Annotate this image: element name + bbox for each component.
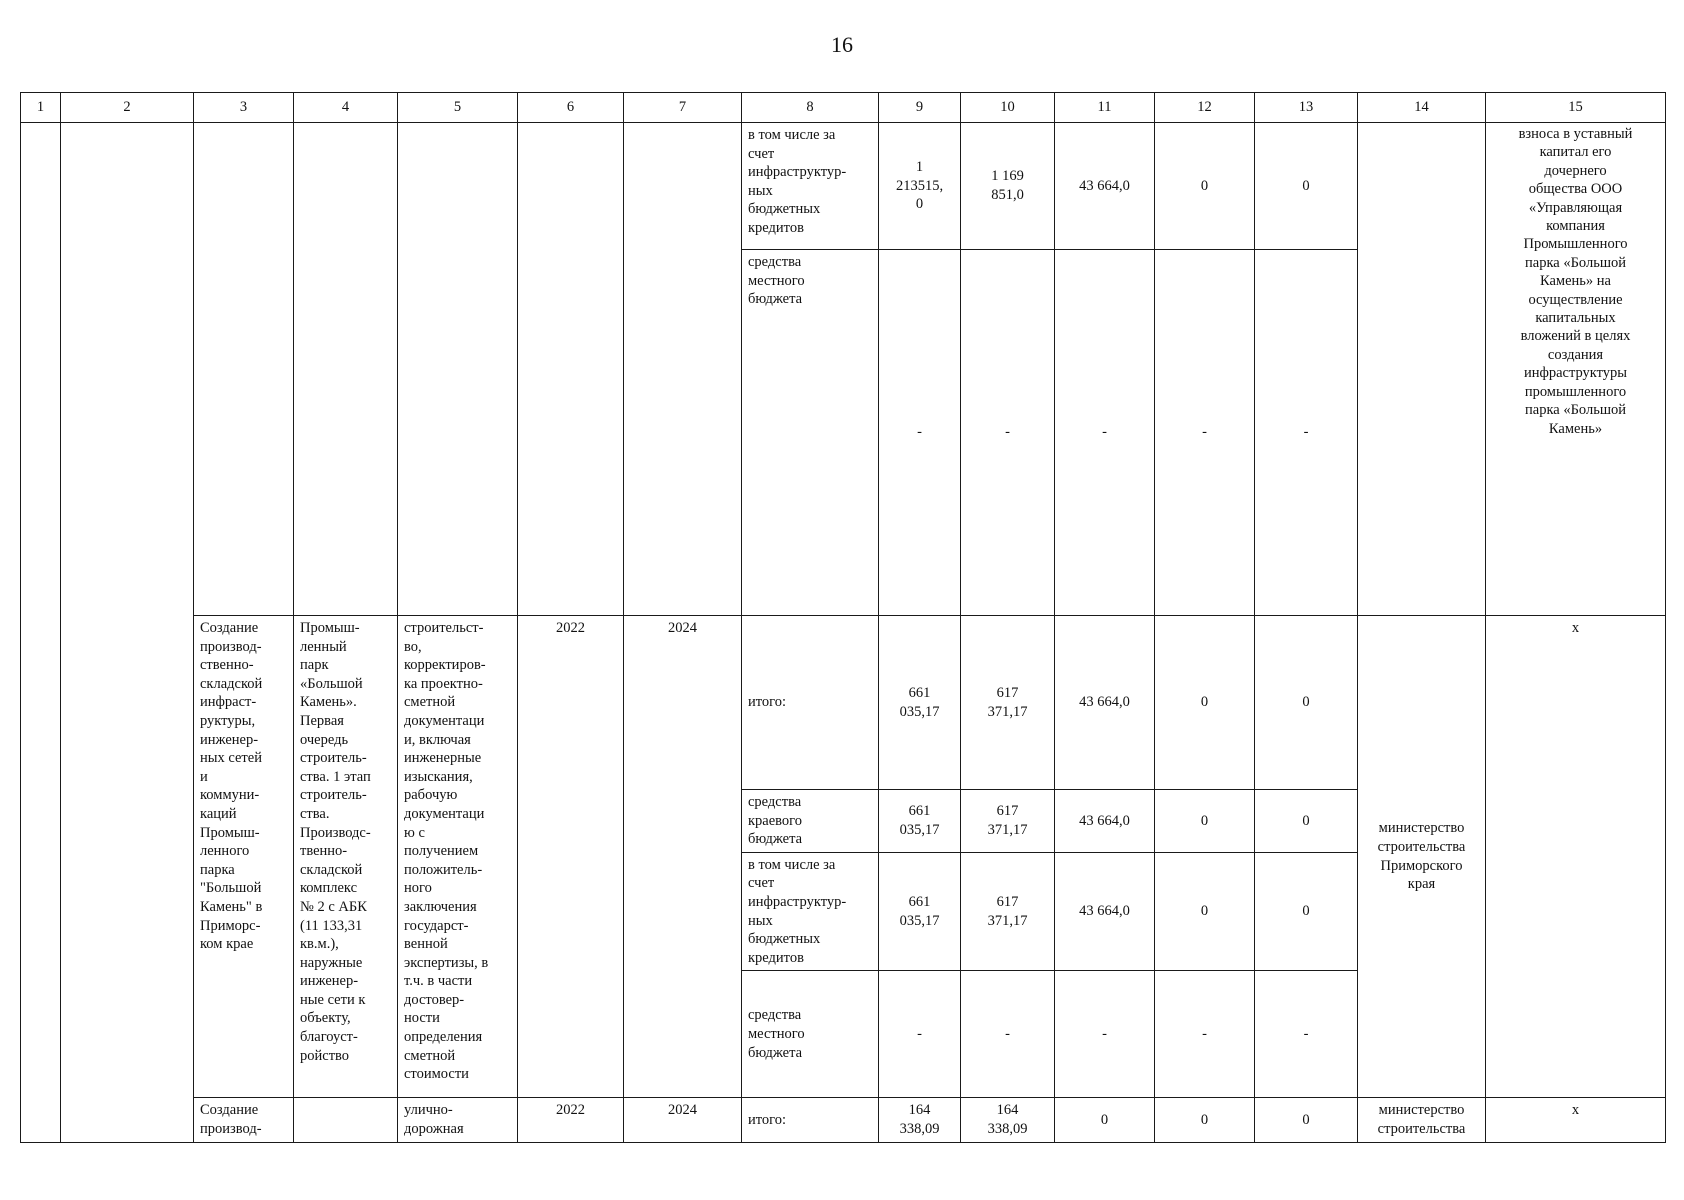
col-header-3: 3 (194, 93, 294, 123)
cell-col3 (194, 123, 294, 616)
cell-col5 (398, 123, 518, 616)
cell-col6 (518, 123, 624, 616)
value-col13: - (1255, 250, 1358, 616)
value-col12: 0 (1155, 1098, 1255, 1142)
column-number-row (21, 93, 1666, 123)
col-header-15: 15 (1486, 93, 1666, 123)
value-col13: 0 (1255, 852, 1358, 971)
col-header-7: 7 (624, 93, 742, 123)
col-header-14: 14 (1358, 93, 1486, 123)
row-label: средства краевого бюджета (742, 790, 879, 853)
object-name: Создание производ- (194, 1098, 294, 1142)
end-year: 2024 (624, 1098, 742, 1142)
col-header-6: 6 (518, 93, 624, 123)
row-label: в том числе за счет инфраструктур- ных бюджетных кредитов (742, 852, 879, 971)
table-row (21, 1098, 1666, 1142)
purpose-text: взноса в уставный капитал его дочернего общества ООО «Управляющая компания Промышленного парка «Большой Камень» на осуществление капитальных вложений в целях создания инфраструктуры промышленного парка «Большой Камень» (1486, 123, 1666, 616)
value-col12: 0 (1155, 852, 1255, 971)
row-label: в том числе за счет инфраструктур- ных бюджетных кредитов (742, 123, 879, 250)
cell-col4 (294, 123, 398, 616)
value-col13: 0 (1255, 123, 1358, 250)
purpose-text: х (1486, 1098, 1666, 1142)
col-header-9: 9 (879, 93, 961, 123)
value-col9: 661 035,17 (879, 852, 961, 971)
row-label: итого: (742, 1098, 879, 1142)
work-type: строительст- во, корректиров- ка проектно- сметной документаци и, включая инженерные изыскания, рабочую документаци ю с получением положитель- ного заключения государст- венной экспертизы, в т.ч. в части достовер- ности определения сметной стоимости (398, 616, 518, 1098)
value-col12: - (1155, 971, 1255, 1098)
value-col12: 0 (1155, 790, 1255, 853)
row-label: средства местного бюджета (742, 971, 879, 1098)
value-col13: - (1255, 971, 1358, 1098)
budget-table (20, 92, 1666, 1143)
value-col9: 1 213515, 0 (879, 123, 961, 250)
col-header-11: 11 (1055, 93, 1155, 123)
value-col11: - (1055, 250, 1155, 616)
col-header-5: 5 (398, 93, 518, 123)
col-header-8: 8 (742, 93, 879, 123)
value-col9: 661 035,17 (879, 616, 961, 790)
value-col11: 43 664,0 (1055, 616, 1155, 790)
page-number: 16 (831, 32, 853, 57)
cell-col7 (624, 123, 742, 616)
value-col12: 0 (1155, 616, 1255, 790)
start-year: 2022 (518, 616, 624, 1098)
value-col13: 0 (1255, 790, 1358, 853)
value-col10: 617 371,17 (961, 852, 1055, 971)
row-label: средства местного бюджета (742, 250, 879, 616)
responsible-ministry: министерство строительства Приморского края (1358, 616, 1486, 1098)
value-col10: 617 371,17 (961, 616, 1055, 790)
value-col12: - (1155, 250, 1255, 616)
start-year: 2022 (518, 1098, 624, 1142)
col-header-1: 1 (21, 93, 61, 123)
col-header-2: 2 (61, 93, 194, 123)
col-header-12: 12 (1155, 93, 1255, 123)
value-col10: 617 371,17 (961, 790, 1055, 853)
value-col9: 661 035,17 (879, 790, 961, 853)
budget-table-sheet (20, 92, 1665, 1137)
value-col11: - (1055, 971, 1155, 1098)
value-col11: 43 664,0 (1055, 790, 1155, 853)
col-header-4: 4 (294, 93, 398, 123)
responsible-ministry: министерство строительства (1358, 1098, 1486, 1142)
value-col12: 0 (1155, 123, 1255, 250)
object-description (294, 1098, 398, 1142)
value-col10: 1 169 851,0 (961, 123, 1055, 250)
value-col11: 43 664,0 (1055, 123, 1155, 250)
value-col10: - (961, 971, 1055, 1098)
object-name: Создание производ- ственно- складской инфраст- руктуры, инженер- ных сетей и коммуни- каций Промыш- ленного парка "Большой Камень" в Приморс- ком крае (194, 616, 294, 1098)
value-col9: - (879, 250, 961, 616)
value-col11: 43 664,0 (1055, 852, 1155, 971)
cell-col14 (1358, 123, 1486, 616)
value-col10: - (961, 250, 1055, 616)
row-label: итого: (742, 616, 879, 790)
table-row (21, 123, 1666, 250)
end-year: 2024 (624, 616, 742, 1098)
cell-col2 (61, 123, 194, 1143)
value-col11: 0 (1055, 1098, 1155, 1142)
object-description: Промыш- ленный парк «Большой Камень». Первая очередь строитель- ства. 1 этап строитель- ства. Производс- твенно- складской комплекс № 2 с АБК (11 133,31 кв.м.), наружные инженер- ные сети к объекту, благоуст- ройство (294, 616, 398, 1098)
purpose-text: х (1486, 616, 1666, 1098)
work-type: улично- дорожная (398, 1098, 518, 1142)
col-header-10: 10 (961, 93, 1055, 123)
table-row (21, 616, 1666, 790)
cell-col1 (21, 123, 61, 1143)
col-header-13: 13 (1255, 93, 1358, 123)
value-col9: 164 338,09 (879, 1098, 961, 1142)
value-col13: 0 (1255, 1098, 1358, 1142)
value-col10: 164 338,09 (961, 1098, 1055, 1142)
value-col9: - (879, 971, 961, 1098)
value-col13: 0 (1255, 616, 1358, 790)
